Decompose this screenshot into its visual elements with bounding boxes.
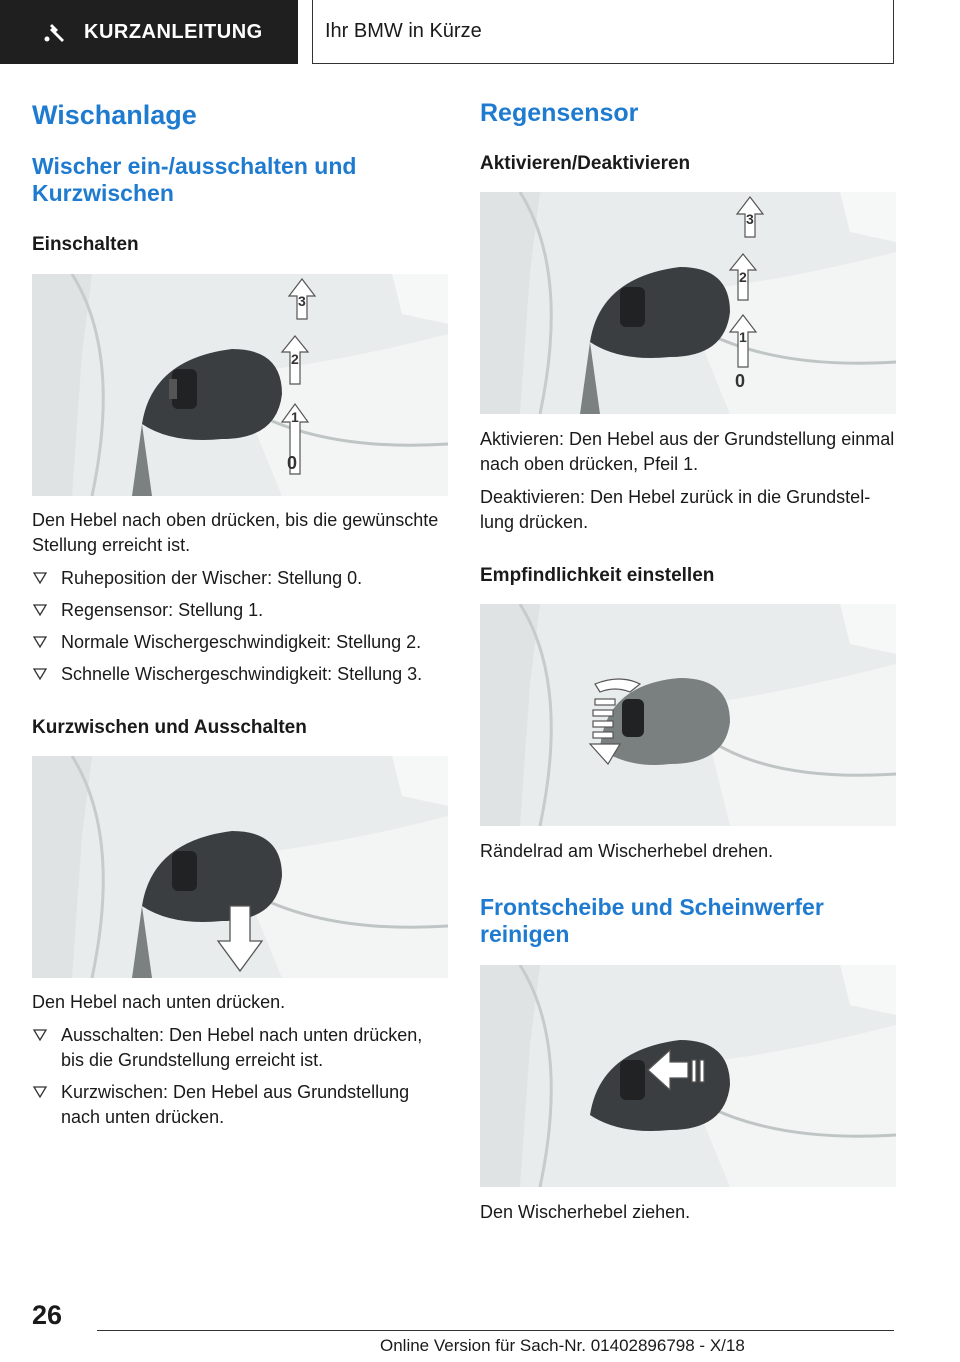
einschalten-list bbox=[32, 566, 448, 687]
list-item: Schnelle Wischergeschwindigkeit: Stellung 3. bbox=[32, 662, 448, 687]
kurzwischen-list bbox=[32, 1023, 448, 1130]
position-label-2: 2 bbox=[739, 269, 747, 285]
list-item: Normale Wischergeschwindigkeit: Stellung 2. bbox=[32, 630, 448, 655]
kurzwischen-text: Den Hebel nach unten drücken. bbox=[32, 992, 286, 1012]
footer-version: Online Version für Sach-Nr. 01402896798 - X/18 bbox=[380, 1336, 745, 1355]
position-label-2: 2 bbox=[291, 351, 299, 367]
bullet-triangle-icon bbox=[33, 1029, 47, 1041]
frontscheibe-text: Den Wischerhebel ziehen. bbox=[480, 1202, 691, 1222]
lever-pull-illustration bbox=[480, 965, 896, 1187]
position-label-3: 3 bbox=[298, 293, 306, 309]
position-label-3: 3 bbox=[746, 211, 754, 227]
list-item: Regensensor: Stellung 1. bbox=[32, 598, 448, 623]
car-tool-icon bbox=[40, 18, 68, 46]
section-title: Ihr BMW in Kürze bbox=[325, 20, 482, 42]
bullet-triangle-icon bbox=[33, 668, 47, 680]
rain-sensor-lever-illustration bbox=[480, 192, 896, 414]
list-item: Ausschalten: Den Hebel nach unten drücken, bis die Grundstellung erreicht ist. bbox=[32, 1023, 448, 1073]
deaktivieren-text: Deaktivieren: Den Hebel zurück in die Grundstellung drücken. bbox=[480, 487, 871, 532]
section-subtitle: Wischer ein-/ausschalten und Kurzwischen bbox=[32, 153, 357, 206]
regensensor-title: Regensensor bbox=[480, 99, 639, 127]
page-title: Wischanlage bbox=[32, 100, 197, 130]
frontscheibe-title: Frontscheibe und Scheinwerfer reinigen bbox=[480, 894, 824, 947]
position-label-1: 1 bbox=[291, 409, 299, 425]
position-label-0: 0 bbox=[735, 371, 746, 391]
aktivieren-heading: Aktivieren/Deaktivieren bbox=[480, 153, 691, 174]
bullet-triangle-icon bbox=[33, 572, 47, 584]
list-item: Kurzwischen: Den Hebel aus Grundstellung nach unten drücken. bbox=[32, 1080, 448, 1130]
list-item: Ruheposition der Wischer: Stellung 0. bbox=[32, 566, 448, 591]
empfindlichkeit-heading: Empfindlichkeit einstellen bbox=[480, 565, 715, 586]
bullet-triangle-icon bbox=[33, 636, 47, 648]
left-column bbox=[32, 100, 448, 1130]
bullet-triangle-icon bbox=[33, 604, 47, 616]
aktivieren-text: Aktivieren: Den Hebel aus der Grundstellung einmal nach oben drücken, Pfeil 1. bbox=[480, 429, 895, 474]
page-number: 26 bbox=[32, 1300, 63, 1330]
wiper-lever-up-illustration bbox=[32, 274, 448, 496]
empfindlichkeit-text: Rändelrad am Wischerhebel drehen. bbox=[480, 841, 774, 861]
einschalten-heading: Einschalten bbox=[32, 234, 139, 255]
position-label-1: 1 bbox=[739, 329, 747, 345]
section-header bbox=[312, 0, 894, 64]
einschalten-text: Den Hebel nach oben drücken, bis die gewünschte Stellung erreicht ist. bbox=[32, 510, 439, 555]
knurled-wheel-illustration bbox=[480, 604, 896, 826]
bullet-triangle-icon bbox=[33, 1086, 47, 1098]
chapter-tab-label: KURZANLEITUNG bbox=[84, 20, 263, 43]
wiper-lever-down-illustration bbox=[32, 756, 448, 978]
footer-divider bbox=[97, 1330, 894, 1331]
kurzwischen-heading: Kurzwischen und Ausschalten bbox=[32, 717, 307, 738]
position-label-0: 0 bbox=[287, 453, 298, 473]
chapter-tab[interactable] bbox=[0, 0, 298, 64]
right-column bbox=[480, 100, 896, 1225]
